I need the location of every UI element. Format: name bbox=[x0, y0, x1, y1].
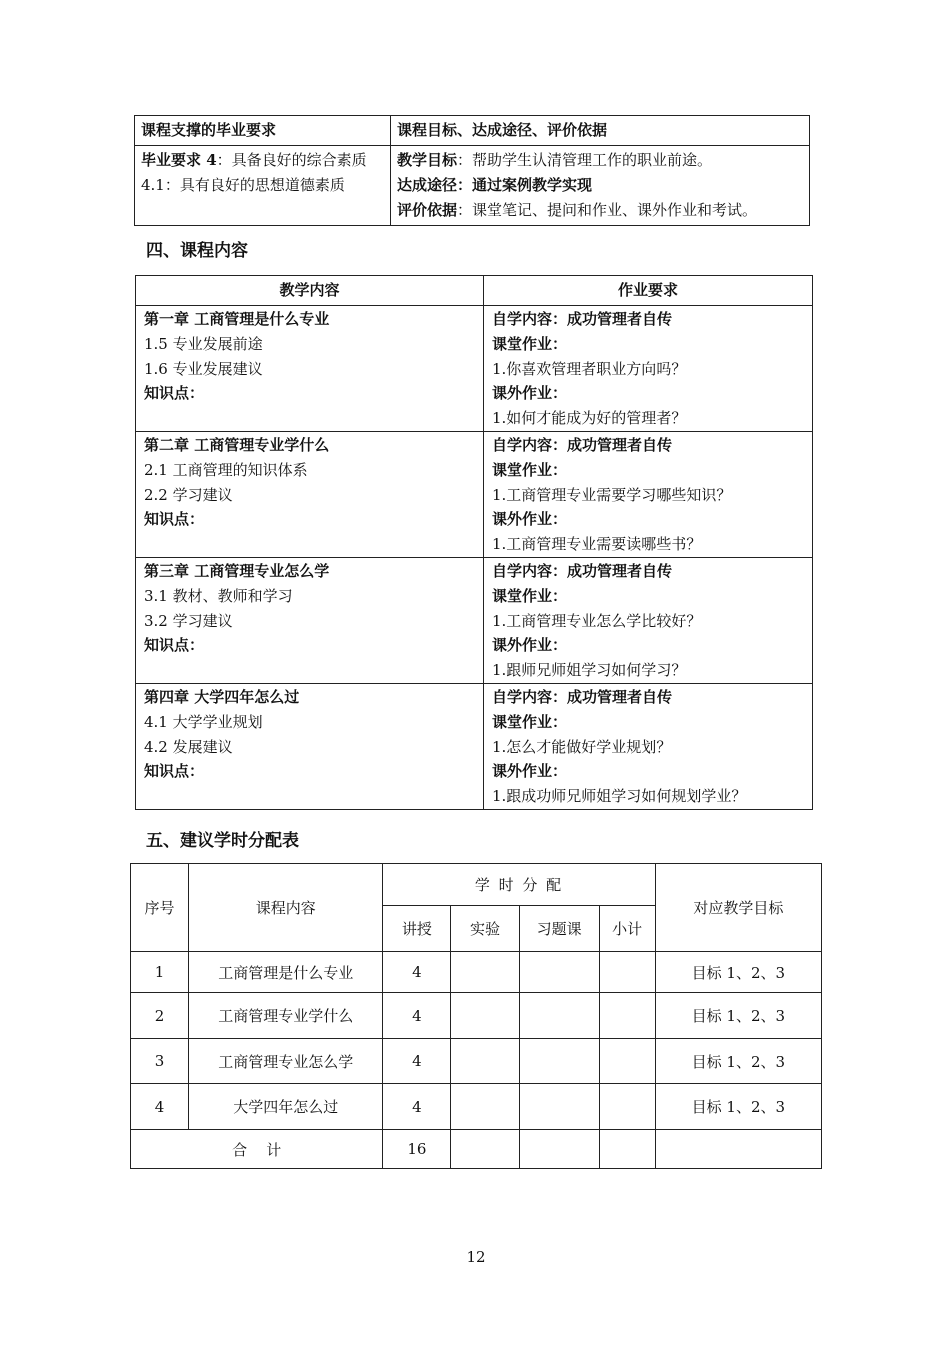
row-index: 4 bbox=[131, 1084, 189, 1130]
row-lecture: 4 bbox=[383, 1039, 451, 1084]
knowledge-label: 知识点： bbox=[144, 510, 205, 529]
row-content: 大学四年怎么过 bbox=[189, 1084, 383, 1130]
row-content: 工商管理是什么专业 bbox=[189, 952, 383, 993]
row-index: 2 bbox=[131, 993, 189, 1039]
header-experiment: 实验 bbox=[451, 906, 519, 952]
class-task: 1.你喜欢管理者职业方向吗？ bbox=[492, 359, 687, 378]
header-requirements: 课程支撑的毕业要求 bbox=[135, 116, 391, 146]
row-subtotal bbox=[599, 1039, 655, 1084]
total-label: 合 计 bbox=[131, 1130, 383, 1169]
row-content: 工商管理专业学什么 bbox=[189, 993, 383, 1039]
class-task: 1.工商管理专业需要学习哪些知识？ bbox=[492, 485, 732, 504]
goals-cell bbox=[391, 146, 810, 226]
out-label: 课外作业： bbox=[492, 762, 568, 781]
total-row bbox=[131, 1130, 822, 1169]
header-goal: 对应教学目标 bbox=[655, 864, 821, 952]
row-subtotal bbox=[599, 993, 655, 1039]
table-row bbox=[136, 683, 813, 809]
class-label: 课堂作业： bbox=[492, 334, 568, 353]
goal-text: ：通过案例教学实现 bbox=[457, 176, 593, 194]
chapter-item: 2.2 学习建议 bbox=[144, 485, 233, 504]
out-task: 1.工商管理专业需要读哪些书？ bbox=[492, 535, 702, 554]
row-exercise bbox=[519, 952, 599, 993]
out-task: 1.跟师兄师姐学习如何学习？ bbox=[492, 661, 687, 680]
header-subtotal: 小计 bbox=[599, 906, 655, 952]
total-exercise bbox=[519, 1130, 599, 1169]
chapter-item: 1.6 专业发展建议 bbox=[144, 359, 263, 378]
chapter-item: 2.1 工商管理的知识体系 bbox=[144, 460, 308, 479]
row-experiment bbox=[451, 993, 519, 1039]
goal-text: ：帮助学生认清管理工作的职业前途。 bbox=[457, 151, 713, 169]
row-content: 工商管理专业怎么学 bbox=[189, 1039, 383, 1084]
class-label: 课堂作业： bbox=[492, 712, 568, 731]
header-goals: 课程目标、达成途径、评价依据 bbox=[391, 116, 810, 146]
row-exercise bbox=[519, 993, 599, 1039]
goal-line bbox=[397, 148, 803, 173]
goal-line bbox=[397, 173, 803, 198]
row-subtotal bbox=[599, 952, 655, 993]
total-value: 16 bbox=[383, 1130, 451, 1169]
row-lecture: 4 bbox=[383, 952, 451, 993]
table-row bbox=[131, 1039, 822, 1084]
table-row bbox=[136, 431, 813, 557]
table-row bbox=[131, 952, 822, 993]
row-experiment bbox=[451, 1039, 519, 1084]
requirement-sub: 4.1：具有良好的思想道德素质 bbox=[141, 176, 345, 194]
chapter-item: 4.1 大学学业规划 bbox=[144, 712, 263, 731]
table-row bbox=[136, 306, 813, 432]
row-goal: 目标 1、2、3 bbox=[655, 952, 821, 993]
section-heading-course-content: 四、课程内容 bbox=[146, 241, 248, 261]
chapter-cell bbox=[136, 431, 484, 557]
row-goal: 目标 1、2、3 bbox=[655, 993, 821, 1039]
row-exercise bbox=[519, 1039, 599, 1084]
chapter-title: 第一章 工商管理是什么专业 bbox=[144, 310, 330, 328]
goal-text: ：课堂笔记、提问和作业、课外作业和考试。 bbox=[457, 201, 758, 219]
knowledge-label: 知识点： bbox=[144, 636, 205, 655]
chapter-title: 第三章 工商管理专业怎么学 bbox=[144, 561, 330, 580]
chapter-item: 3.1 教材、教师和学习 bbox=[144, 586, 293, 605]
total-goal bbox=[655, 1130, 821, 1169]
goal-line bbox=[397, 198, 803, 223]
row-experiment bbox=[451, 1084, 519, 1130]
out-label: 课外作业： bbox=[492, 510, 568, 529]
header-hours-group: 学 时 分 配 bbox=[383, 864, 655, 906]
row-lecture: 4 bbox=[383, 993, 451, 1039]
row-exercise bbox=[519, 1084, 599, 1130]
header-content: 课程内容 bbox=[189, 864, 383, 952]
class-task: 1.怎么才能做好学业规划？ bbox=[492, 737, 672, 756]
homework-cell bbox=[484, 683, 813, 809]
row-subtotal bbox=[599, 1084, 655, 1130]
out-label: 课外作业： bbox=[492, 636, 568, 655]
chapter-cell bbox=[136, 306, 484, 432]
goal-label: 评价依据 bbox=[397, 201, 458, 219]
homework-cell bbox=[484, 557, 813, 683]
header-homework: 作业要求 bbox=[484, 276, 813, 306]
row-experiment bbox=[451, 952, 519, 993]
table-row bbox=[131, 1084, 822, 1130]
chapter-item: 3.2 学习建议 bbox=[144, 611, 233, 630]
header-lecture: 讲授 bbox=[383, 906, 451, 952]
hours-allocation-table bbox=[130, 863, 822, 1169]
chapter-item: 4.2 发展建议 bbox=[144, 737, 233, 756]
chapter-cell bbox=[136, 683, 484, 809]
total-experiment bbox=[451, 1130, 519, 1169]
header-teaching-content: 教学内容 bbox=[136, 276, 484, 306]
goal-label: 教学目标 bbox=[397, 151, 458, 169]
requirement-text: ：具备良好的综合素质 bbox=[216, 151, 367, 169]
graduation-requirements-table bbox=[134, 115, 810, 226]
knowledge-label: 知识点： bbox=[144, 384, 205, 403]
class-label: 课堂作业： bbox=[492, 460, 568, 479]
total-subtotal bbox=[599, 1130, 655, 1169]
requirement-label: 毕业要求 4 bbox=[141, 151, 217, 169]
class-label: 课堂作业： bbox=[492, 586, 568, 605]
row-goal: 目标 1、2、3 bbox=[655, 1039, 821, 1084]
homework-cell bbox=[484, 306, 813, 432]
homework-cell bbox=[484, 431, 813, 557]
row-index: 1 bbox=[131, 952, 189, 993]
header-exercise: 习题课 bbox=[519, 906, 599, 952]
out-task: 1.如何才能成为好的管理者？ bbox=[492, 409, 687, 428]
page-number: 12 bbox=[466, 1248, 486, 1266]
class-task: 1.工商管理专业怎么学比较好？ bbox=[492, 611, 702, 630]
knowledge-label: 知识点： bbox=[144, 762, 205, 781]
section-heading-hours: 五、建议学时分配表 bbox=[146, 831, 299, 851]
course-content-table bbox=[135, 275, 813, 810]
requirement-cell bbox=[135, 146, 391, 226]
chapter-title: 第二章 工商管理专业学什么 bbox=[144, 435, 330, 454]
chapter-item: 1.5 专业发展前途 bbox=[144, 334, 263, 353]
self-study: 自学内容：成功管理者自传 bbox=[492, 435, 673, 454]
self-study: 自学内容：成功管理者自传 bbox=[492, 310, 673, 328]
header-index: 序号 bbox=[131, 864, 189, 952]
row-lecture: 4 bbox=[383, 1084, 451, 1130]
table-row bbox=[131, 993, 822, 1039]
out-label: 课外作业： bbox=[492, 384, 568, 403]
chapter-cell bbox=[136, 557, 484, 683]
row-goal: 目标 1、2、3 bbox=[655, 1084, 821, 1130]
chapter-title: 第四章 大学四年怎么过 bbox=[144, 687, 300, 706]
row-index: 3 bbox=[131, 1039, 189, 1084]
self-study: 自学内容：成功管理者自传 bbox=[492, 561, 673, 580]
goal-label: 达成途径 bbox=[397, 176, 458, 194]
self-study: 自学内容：成功管理者自传 bbox=[492, 687, 673, 706]
out-task: 1.跟成功师兄师姐学习如何规划学业？ bbox=[492, 787, 747, 806]
table-row bbox=[136, 557, 813, 683]
